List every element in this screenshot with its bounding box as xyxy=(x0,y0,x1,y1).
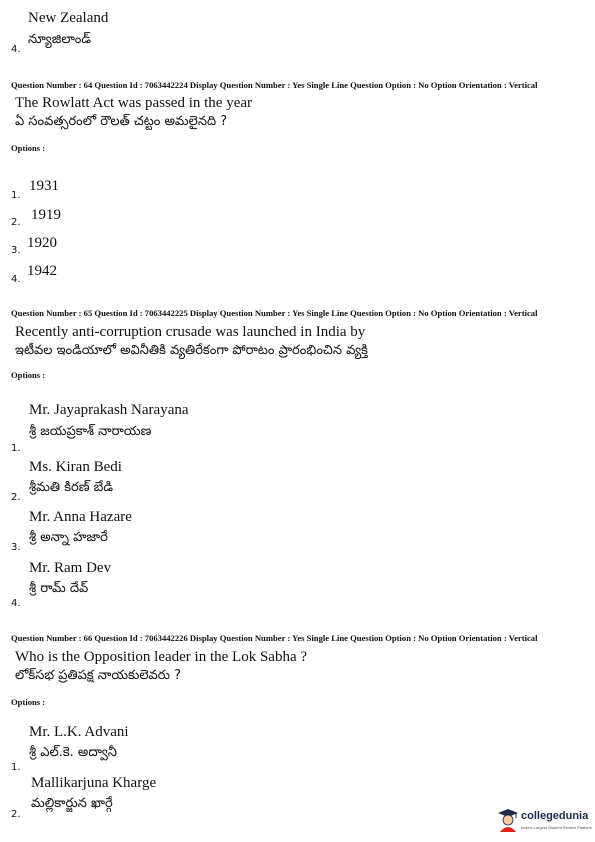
options-label: Options : xyxy=(11,697,46,707)
option-number: 4. xyxy=(11,598,21,609)
option-number: 3. xyxy=(11,245,21,256)
option-text-en: Mr. Jayaprakash Narayana xyxy=(29,402,189,418)
logo-tagline: India's Largest Student Review Platform xyxy=(521,825,593,830)
collegedunia-logo xyxy=(497,806,593,836)
question-64 xyxy=(11,80,555,153)
option-text-en: 1919 xyxy=(31,207,61,223)
option-number: 4. xyxy=(11,274,21,285)
option-text-en: 1942 xyxy=(27,263,57,279)
option-text-te: శ్రీ రామ్ దేవ్ xyxy=(29,581,89,596)
question-text-te: ఇటీవల ఇండియాలో అవినీతికి వ్యతిరేకంగా పోరాటం ప్రారంభించిన వ్యక్తి xyxy=(15,343,368,358)
option-text-en: Mr. Ram Dev xyxy=(29,560,112,576)
option-text-en: Mr. Anna Hazare xyxy=(29,509,132,525)
option-text-te: శ్రీ అన్నా హజారే xyxy=(29,530,108,545)
student-graduate-icon xyxy=(497,808,519,832)
question-text-en: Recently anti-corruption crusade was launched in India by xyxy=(15,324,366,340)
option-text-te: శ్రీమతి కిరణ్ బేడి xyxy=(29,480,113,495)
logo-name: collegedunia xyxy=(521,810,589,822)
option-text-en: 1920 xyxy=(27,235,57,251)
option-text-te: శ్రీ జయప్రకాశ్ నారాయణ xyxy=(29,424,152,439)
option-number: 2. xyxy=(11,492,21,503)
question-65 xyxy=(11,308,555,380)
option-number: 1. xyxy=(11,190,21,201)
options-label: Options : xyxy=(11,143,46,153)
option-number: 3. xyxy=(11,542,21,553)
option-number: 1. xyxy=(11,762,21,773)
question-text-te: ఏ సంవత్సరంలో రౌలత్ చట్టం అమలైనది ? xyxy=(15,114,228,129)
option-text-en: 1931 xyxy=(29,178,59,194)
option-text-en: Mallikarjuna Kharge xyxy=(31,775,157,791)
question-meta: Question Number : 66 Question Id : 7063442226 Display Question Number : Yes Single Line Question Option : No Option Orientation : Vertical xyxy=(11,633,538,643)
option-text-en: Mr. L.K. Advani xyxy=(29,724,129,740)
option-text-te: న్యూజిలాండ్ xyxy=(28,32,91,47)
question-66 xyxy=(11,633,555,707)
option-number: 1. xyxy=(11,443,21,454)
question-text-en: Who is the Opposition leader in the Lok Sabha ? xyxy=(15,649,308,665)
question-meta: Question Number : 64 Question Id : 7063442224 Display Question Number : Yes Single Line Question Option : No Option Orientation : Vertical xyxy=(11,80,538,90)
option-text-te: మల్లికార్జున ఖార్గే xyxy=(31,796,113,811)
question-meta: Question Number : 65 Question Id : 7063442225 Display Question Number : Yes Single Line Question Option : No Option Orientation : Vertical xyxy=(11,308,538,318)
options-label: Options : xyxy=(11,370,46,380)
option-number: 2. xyxy=(11,217,21,228)
question-text-te: లోక్‌సభ ప్రతిపక్ష నాయకులెవరు ? xyxy=(15,668,182,683)
option-number: 4. xyxy=(11,44,21,55)
option-text-te: శ్రీ ఎల్.కె. అద్వానీ xyxy=(29,745,117,760)
option-text-en: New Zealand xyxy=(28,10,109,26)
option-text-en: Ms. Kiran Bedi xyxy=(29,459,122,475)
question-text-en: The Rowlatt Act was passed in the year xyxy=(15,95,253,111)
option-number: 2. xyxy=(11,809,21,820)
